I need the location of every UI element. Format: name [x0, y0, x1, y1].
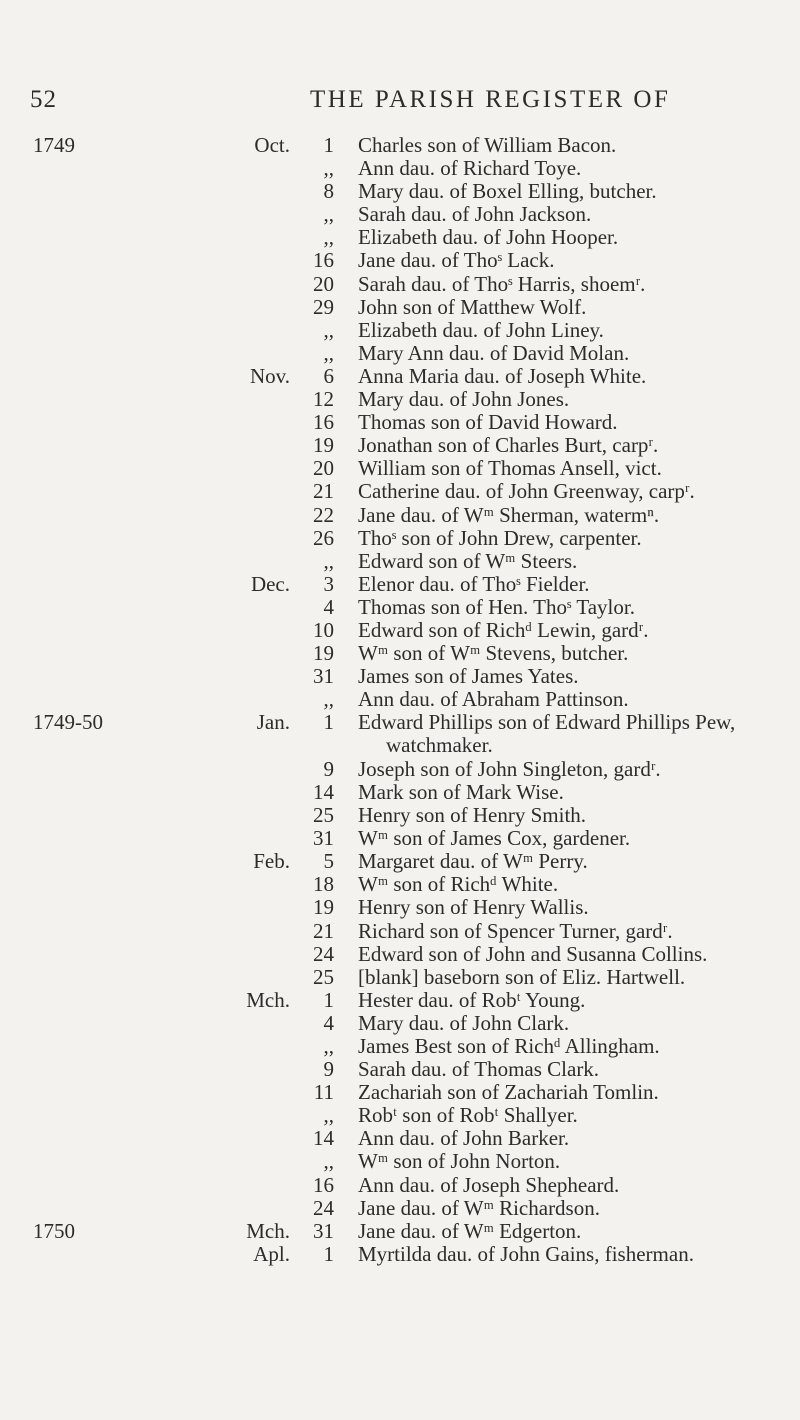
entry-text-continuation: watchmaker. — [386, 733, 493, 758]
entry-text: Margaret dau. of Wᵐ Perry. — [358, 849, 588, 874]
entry-month: Mch. — [246, 1218, 290, 1243]
entry-text: [blank] baseborn son of Eliz. Hartwell. — [358, 964, 686, 989]
entry-day: ,, — [323, 156, 334, 181]
register-entry — [0, 1150, 800, 1173]
entry-day: ,, — [323, 548, 334, 573]
entry-text: Anna Maria dau. of Joseph White. — [358, 363, 647, 388]
register-entry — [0, 249, 800, 272]
entry-day: ,, — [323, 1033, 334, 1058]
entry-day: 1 — [323, 710, 334, 735]
entry-text: Mary dau. of John Jones. — [358, 387, 570, 412]
entry-day: 8 — [323, 179, 334, 204]
entry-day: 24 — [313, 941, 334, 966]
entry-text: Edward son of Wᵐ Steers. — [358, 548, 578, 573]
entry-month: Nov. — [249, 363, 290, 388]
entry-day: 16 — [313, 248, 334, 273]
entry-text: Mary dau. of Boxel Elling, butcher. — [358, 179, 657, 204]
register-entries — [0, 134, 800, 1266]
register-entry — [0, 873, 800, 896]
entry-text: John son of Matthew Wolf. — [358, 294, 587, 319]
entry-day: 31 — [313, 664, 334, 689]
entry-year: 1750 — [33, 1218, 75, 1243]
register-entry — [0, 226, 800, 249]
entry-day: 16 — [313, 1172, 334, 1197]
entry-text: Catherine dau. of John Greenway, carpʳ. — [358, 479, 695, 504]
register-entry — [0, 850, 800, 873]
entry-day: ,, — [323, 687, 334, 712]
entry-text: Robᵗ son of Robᵗ Shallyer. — [358, 1103, 578, 1128]
entry-day: 5 — [323, 849, 334, 874]
entry-text: Ann dau. of Abraham Pattinson. — [358, 687, 629, 712]
entry-day: ,, — [323, 1103, 334, 1128]
entry-day: 29 — [313, 294, 334, 319]
entry-day: 21 — [313, 918, 334, 943]
entry-text: Myrtilda dau. of John Gains, fisherman. — [358, 1241, 694, 1266]
entry-day: 18 — [313, 872, 334, 897]
register-entry — [0, 688, 800, 711]
register-entry — [0, 1174, 800, 1197]
register-entry — [0, 573, 800, 596]
entry-day: 3 — [323, 571, 334, 596]
entry-day: 19 — [313, 641, 334, 666]
register-entry — [0, 920, 800, 943]
entry-text: Thomas son of David Howard. — [358, 410, 618, 435]
entry-month: Oct. — [254, 133, 290, 157]
entry-text: Elizabeth dau. of John Liney. — [358, 317, 604, 342]
entry-month: Feb. — [253, 849, 290, 874]
entry-day: 11 — [313, 1080, 334, 1105]
entry-day: 14 — [313, 779, 334, 804]
entry-day: 20 — [313, 271, 334, 296]
register-entry — [0, 665, 800, 688]
register-entry — [0, 642, 800, 665]
register-entry — [0, 134, 800, 157]
entry-year: 1749 — [33, 133, 75, 157]
entry-day: ,, — [323, 225, 334, 250]
register-entry — [0, 619, 800, 642]
register-entry — [0, 711, 800, 758]
entry-day: 6 — [323, 363, 334, 388]
entry-text: Zachariah son of Zachariah Tomlin. — [358, 1080, 659, 1105]
register-entry — [0, 943, 800, 966]
register-entry — [0, 804, 800, 827]
register-entry — [0, 1243, 800, 1266]
entry-day: 1 — [323, 133, 334, 157]
register-entry — [0, 1058, 800, 1081]
register-entry — [0, 1081, 800, 1104]
entry-day: 16 — [313, 410, 334, 435]
entry-text: Wᵐ son of Wᵐ Stevens, butcher. — [358, 641, 629, 666]
entry-text: Jane dau. of Wᵐ Richardson. — [358, 1195, 600, 1220]
entry-day: 31 — [313, 1218, 334, 1243]
register-entry — [0, 157, 800, 180]
entry-text: Jane dau. of Wᵐ Edgerton. — [358, 1218, 582, 1243]
entry-text: Wᵐ son of John Norton. — [358, 1149, 561, 1174]
register-entry — [0, 342, 800, 365]
register-entry — [0, 319, 800, 342]
register-entry — [0, 1012, 800, 1035]
entry-day: 31 — [313, 826, 334, 851]
entry-text: Henry son of Henry Wallis. — [358, 895, 589, 920]
entry-text: Mary Ann dau. of David Molan. — [358, 340, 630, 365]
entry-text: Sarah dau. of Thomas Clark. — [358, 1057, 600, 1082]
entry-day: 4 — [323, 594, 334, 619]
entry-month: Apl. — [253, 1241, 290, 1266]
entry-day: ,, — [323, 1149, 334, 1174]
entry-day: 19 — [313, 433, 334, 458]
entry-text: Jane dau. of Thoˢ Lack. — [358, 248, 555, 273]
entry-text: Edward son of Richᵈ Lewin, gardʳ. — [358, 617, 649, 642]
entry-day: ,, — [323, 340, 334, 365]
entry-day: 24 — [313, 1195, 334, 1220]
register-entry — [0, 1220, 800, 1243]
entry-day: ,, — [323, 317, 334, 342]
entry-text: Hester dau. of Robᵗ Young. — [358, 987, 586, 1012]
entry-year: 1749-50 — [33, 710, 103, 735]
entry-day: 9 — [323, 1057, 334, 1082]
entry-day: 14 — [313, 1126, 334, 1151]
entry-text: Elizabeth dau. of John Hooper. — [358, 225, 619, 250]
register-entry — [0, 504, 800, 527]
entry-day: 22 — [313, 502, 334, 527]
entry-day: ,, — [323, 202, 334, 227]
entry-text — [358, 711, 735, 757]
register-entry — [0, 434, 800, 457]
entry-month: Jan. — [256, 710, 290, 735]
register-entry — [0, 966, 800, 989]
register-entry — [0, 1104, 800, 1127]
register-entry — [0, 989, 800, 1012]
entry-text: Richard son of Spencer Turner, gardʳ. — [358, 918, 673, 943]
register-entry — [0, 388, 800, 411]
entry-text: Joseph son of John Singleton, gardʳ. — [358, 756, 661, 781]
register-entry — [0, 827, 800, 850]
register-entry — [0, 273, 800, 296]
entry-text: Jane dau. of Wᵐ Sherman, watermⁿ. — [358, 502, 660, 527]
entry-text: Thomas son of Hen. Thoˢ Taylor. — [358, 594, 635, 619]
register-entry — [0, 296, 800, 319]
entry-text: Wᵐ son of James Cox, gardener. — [358, 826, 631, 851]
entry-text: Sarah dau. of Thoˢ Harris, shoemʳ. — [358, 271, 646, 296]
entry-month: Dec. — [250, 571, 290, 596]
entry-text: Ann dau. of Joseph Shepheard. — [358, 1172, 620, 1197]
register-entry — [0, 1197, 800, 1220]
entry-text: Elenor dau. of Thoˢ Fielder. — [358, 571, 590, 596]
running-head: THE PARISH REGISTER OF — [310, 86, 671, 113]
register-entry — [0, 758, 800, 781]
entry-text: Henry son of Henry Smith. — [358, 803, 587, 828]
entry-text: James son of James Yates. — [358, 664, 579, 689]
entry-text: Mark son of Mark Wise. — [358, 779, 564, 804]
entry-day: 1 — [323, 1241, 334, 1266]
register-entry — [0, 527, 800, 550]
entry-day: 21 — [313, 479, 334, 504]
entry-day: 1 — [323, 987, 334, 1012]
entry-day: 25 — [313, 803, 334, 828]
entry-day: 20 — [313, 456, 334, 481]
register-entry — [0, 1127, 800, 1150]
entry-text: Charles son of William Bacon. — [358, 133, 617, 157]
entry-text: Jonathan son of Charles Burt, carpʳ. — [358, 433, 659, 458]
entry-text: Sarah dau. of John Jackson. — [358, 202, 592, 227]
entry-day: 9 — [323, 756, 334, 781]
entry-text: William son of Thomas Ansell, vict. — [358, 456, 662, 481]
page-header — [0, 86, 800, 126]
register-entry — [0, 596, 800, 619]
register-entry — [0, 781, 800, 804]
entry-month: Mch. — [246, 987, 290, 1012]
entry-day: 19 — [313, 895, 334, 920]
register-entry — [0, 896, 800, 919]
register-entry — [0, 180, 800, 203]
register-entry — [0, 550, 800, 573]
page-number: 52 — [30, 86, 57, 113]
register-entry — [0, 1035, 800, 1058]
entry-day: 26 — [313, 525, 334, 550]
entry-day: 10 — [313, 617, 334, 642]
register-entry — [0, 203, 800, 226]
entry-text: James Best son of Richᵈ Allingham. — [358, 1033, 660, 1058]
entry-day: 4 — [323, 1010, 334, 1035]
entry-text: Ann dau. of John Barker. — [358, 1126, 570, 1151]
entry-text: Mary dau. of John Clark. — [358, 1010, 570, 1035]
register-entry — [0, 457, 800, 480]
entry-text: Ann dau. of Richard Toye. — [358, 156, 582, 181]
entry-day: 25 — [313, 964, 334, 989]
register-entry — [0, 480, 800, 503]
entry-text: Thoˢ son of John Drew, carpenter. — [358, 525, 642, 550]
register-entry — [0, 411, 800, 434]
entry-text: Wᵐ son of Richᵈ White. — [358, 872, 559, 897]
entry-text: Edward son of John and Susanna Collins. — [358, 941, 708, 966]
entry-day: 12 — [313, 387, 334, 412]
entry-text-line: Edward Phillips son of Edward Phillips Pew, — [358, 710, 736, 735]
register-entry — [0, 365, 800, 388]
